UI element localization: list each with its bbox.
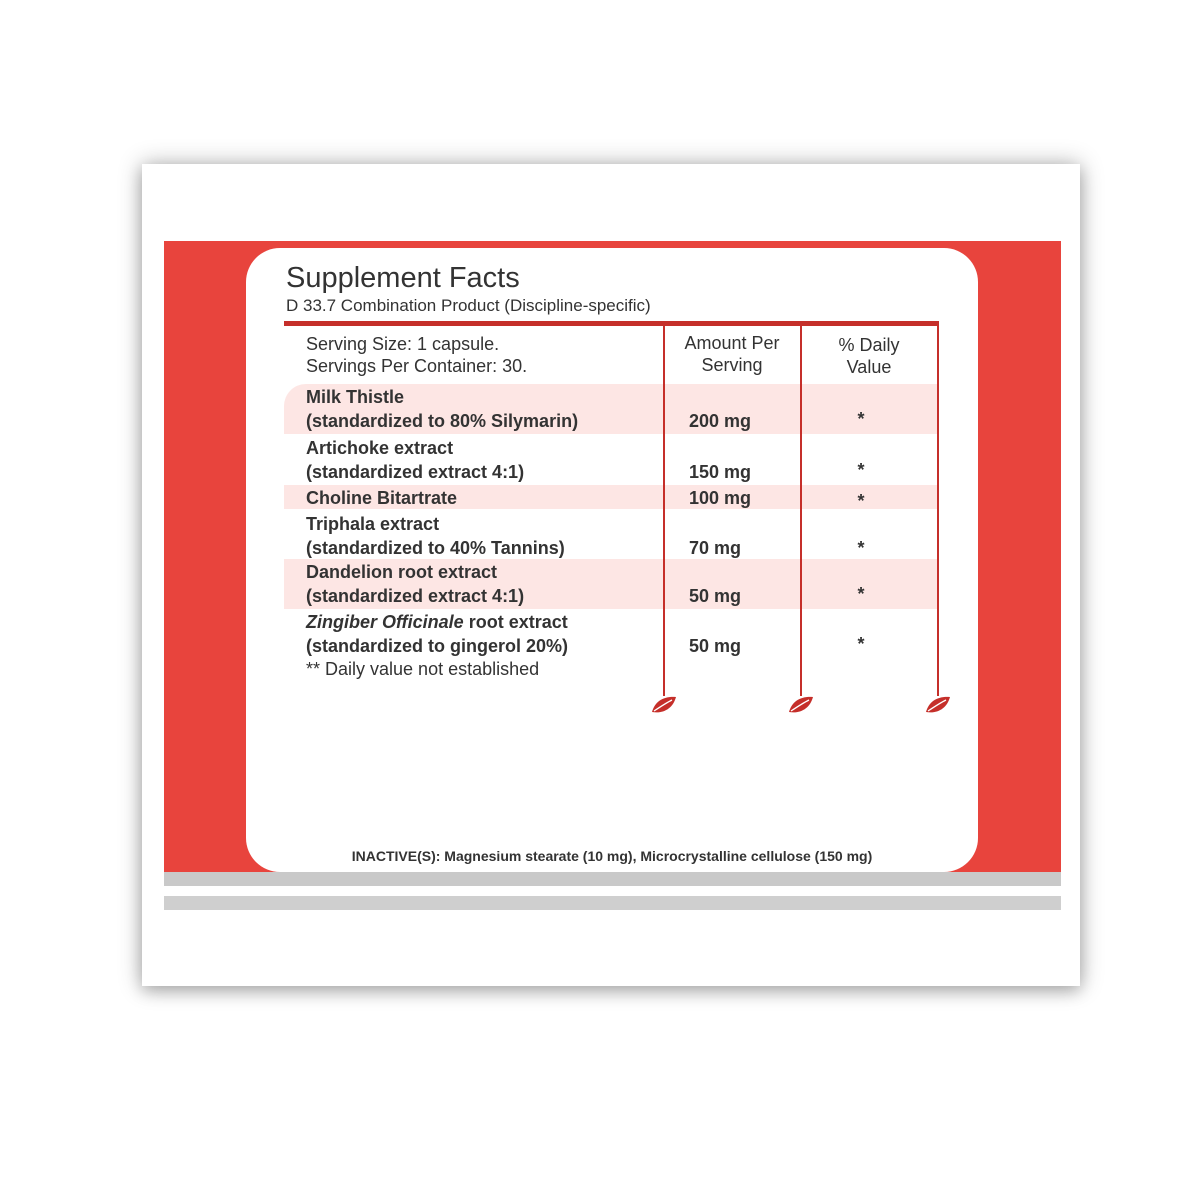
column-divider	[663, 326, 665, 696]
ingredient-detail: (standardized extract 4:1)	[306, 586, 525, 606]
ingredient-name	[306, 610, 568, 634]
ingredient-detail: (standardized to 80% Silymarin)	[306, 411, 579, 431]
ingredient-amount: 150 mg	[689, 462, 752, 482]
ingredient-amount: 70 mg	[689, 538, 742, 558]
leaf-icon	[788, 695, 814, 715]
ingredient-name: Dandelion root extract	[306, 562, 498, 582]
daily-value-column-header	[802, 334, 936, 378]
amount-header-line: Amount Per	[684, 333, 780, 353]
column-divider	[937, 326, 939, 696]
serving-size: Serving Size: 1 capsule.	[306, 334, 500, 354]
facts-title: Supplement Facts	[286, 262, 520, 294]
gray-stripe	[164, 896, 1061, 910]
ingredient-daily-value: *	[857, 538, 865, 558]
column-divider	[800, 326, 802, 696]
ingredient-detail: (standardized extract 4:1)	[306, 462, 525, 482]
footnote: ** Daily value not established	[306, 659, 540, 679]
serving-info	[306, 333, 527, 377]
ingredient-name: Triphala extract	[306, 514, 440, 534]
white-stripe	[164, 886, 1061, 896]
ingredient-name: Choline Bitartrate	[306, 488, 458, 508]
ingredient-botanical-name: Zingiber Officinale	[306, 612, 464, 632]
amount-column-header	[664, 332, 800, 376]
ingredient-name: Milk Thistle	[306, 387, 405, 407]
ingredient-name: Artichoke extract	[306, 438, 454, 458]
facts-subtitle: D 33.7 Combination Product (Discipline-specific)	[286, 296, 651, 315]
ingredient-daily-value: *	[857, 409, 865, 429]
dv-header-line: % Daily	[838, 335, 900, 355]
ingredient-name-rest: root extract	[463, 612, 568, 632]
servings-per-container: Servings Per Container: 30.	[306, 356, 528, 376]
ingredient-amount: 50 mg	[689, 586, 742, 606]
gray-stripe	[164, 872, 1061, 886]
leaf-icon	[651, 695, 677, 715]
ingredient-amount: 50 mg	[689, 636, 742, 656]
dv-header-line: Value	[846, 357, 892, 377]
ingredient-daily-value: *	[857, 460, 865, 480]
ingredient-amount: 200 mg	[689, 411, 752, 431]
ingredient-daily-value: *	[857, 584, 865, 604]
ingredient-amount: 100 mg	[689, 488, 752, 508]
leaf-icon	[925, 695, 951, 715]
ingredient-daily-value: *	[857, 634, 865, 654]
ingredient-detail: (standardized to 40% Tannins)	[306, 538, 565, 558]
amount-header-line: Serving	[701, 355, 763, 375]
ingredient-daily-value: *	[857, 491, 865, 511]
inactive-ingredients: INACTIVE(S): Magnesium stearate (10 mg), Microcrystalline cellulose (150 mg)	[351, 848, 873, 864]
top-rule	[284, 321, 939, 326]
ingredient-detail: (standardized to gingerol 20%)	[306, 636, 569, 656]
